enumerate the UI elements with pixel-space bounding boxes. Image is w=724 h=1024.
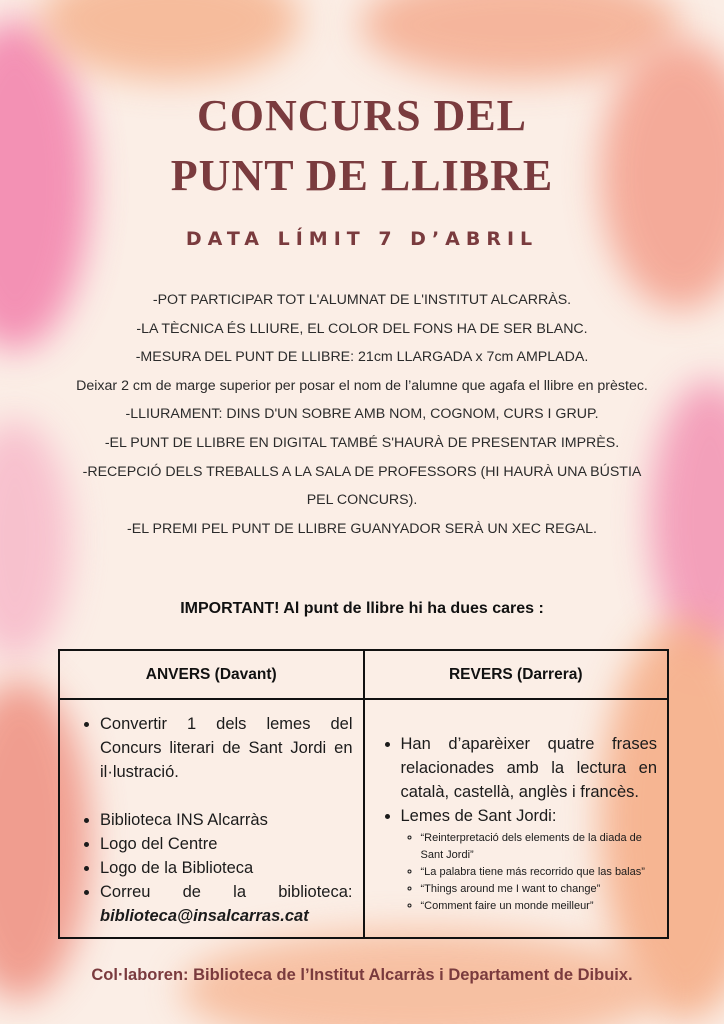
rule-prize: -EL PREMI PEL PUNT DE LLIBRE GUANYADOR SERÀ UN XEC REGAL. [127,520,597,537]
motto-item: ◦ “Reinterpretació dels elements de la diada de Sant Jordi” [421,830,658,864]
motto-item: ◦ “La palabra tiene más recorrido que las balas” [421,864,658,881]
front-header: ANVERS (Davant) [59,650,364,699]
front-cell [59,699,364,938]
front-item-illustration: • Convertir 1 dels lemes del Concurs literari de Sant Jordi en il·lustració. [100,712,353,784]
email-address: biblioteca@insalcarras.cat [100,907,309,925]
poster-title [0,86,724,206]
rule-reception: -RECEPCIÓ DELS TREBALLS A LA SALA DE PROFESSORS (HI HAURÀ UNA BÚSTIA PEL CONCURS). [82,463,642,509]
rules-list [70,286,654,543]
front-item-library-logo: • Logo de la Biblioteca [100,856,353,880]
back-item-mottos [401,804,658,915]
rule-delivery: -LLIURAMENT: DINS D'UN SOBRE AMB NOM, COGNOM, CURS I GRUP. [125,406,599,423]
front-item-library: • Biblioteca INS Alcarràs [100,808,353,832]
title-line-2: PUNT DE LLIBRE [170,151,554,200]
table-header-row [59,650,668,699]
back-header: REVERS (Darrera) [364,650,669,699]
front-item-email [100,880,353,928]
important-note: IMPORTANT! Al punt de llibre hi ha dues cares : [180,600,544,617]
mottos-label: Lemes de Sant Jordi: [400,807,557,825]
rule-participants: -POT PARTICIPAR TOT L'ALUMNAT DE L'INSTITUT ALCARRÀS. [152,292,572,308]
front-item-school-logo: • Logo del Centre [100,832,353,856]
mottos-list [401,830,658,915]
table-body-row [59,699,668,938]
collaborators-footer: Col·laboren: Biblioteca de l’Institut Alcarràs i Departament de Dibuix. [91,966,633,984]
rule-size: -MESURA DEL PUNT DE LLIBRE: 21cm LLARGADA x 7cm AMPLADA. [135,349,589,366]
deadline: DATA LÍMIT 7 D’ABRIL [185,228,539,250]
sides-table [58,649,669,939]
rule-margin: Deixar 2 cm de marge superior per posar el nom de l’alumne que agafa el llibre en prèstec. [76,377,648,394]
motto-item: ◦ “Comment faire un monde meilleur” [421,898,658,915]
email-label: Correu de la biblioteca: [100,883,353,901]
motto-item: ◦ “Things around me I want to change” [421,881,658,898]
rule-digital: -EL PUNT DE LLIBRE EN DIGITAL TAMBÉ S'HAURÀ DE PRESENTAR IMPRÈS. [104,434,620,451]
back-list [381,732,658,915]
title-line-1: CONCURS DEL [196,91,528,140]
rule-technique: -LA TÈCNICA ÉS LLIURE, EL COLOR DEL FONS HA DE SER BLANC. [136,320,588,337]
back-item-phrases: • Han d’aparèixer quatre frases relacionades amb la lectura en català, castellà, anglès i francès. [401,732,658,804]
front-list [78,712,353,928]
back-cell [364,699,669,938]
